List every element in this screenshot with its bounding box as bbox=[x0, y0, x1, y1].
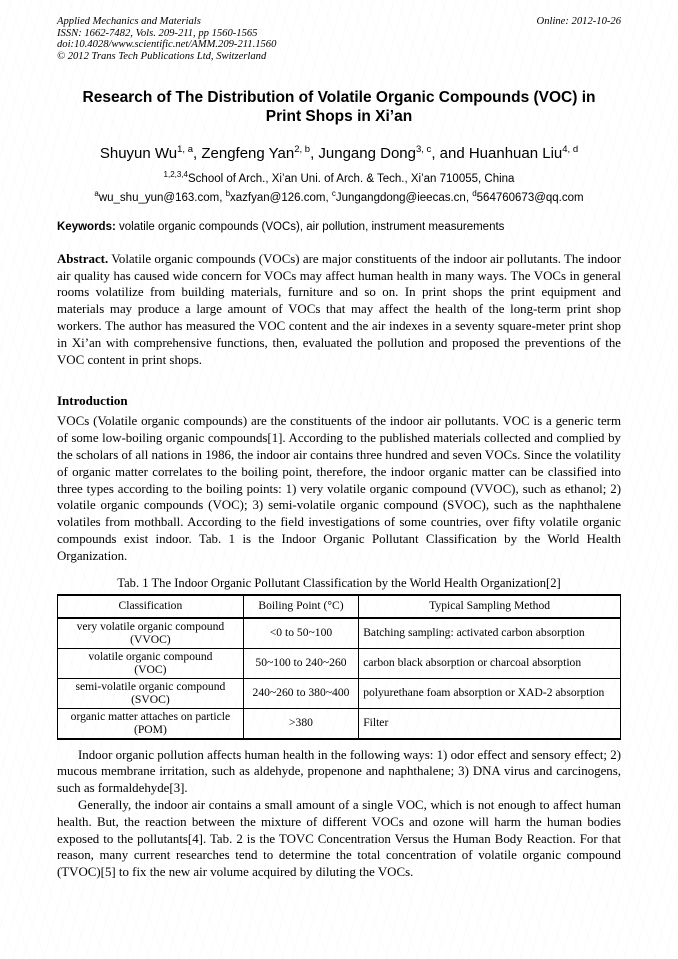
author bbox=[100, 145, 201, 162]
author-name: Jungang Dong bbox=[318, 144, 416, 162]
email-item bbox=[331, 188, 473, 204]
online-date: Online: 2012-10-26 bbox=[536, 16, 621, 27]
paper-title bbox=[57, 88, 621, 127]
email-item bbox=[94, 188, 226, 204]
paper-title-line-1: Research of The Distribution of Volatile Organic Compounds (VOC) in bbox=[82, 88, 596, 106]
author bbox=[469, 145, 578, 162]
author-name: Huanhuan Liu bbox=[468, 144, 563, 162]
table-caption: Tab. 1 The Indoor Organic Pollutant Classification by the World Health Organization[2] bbox=[117, 575, 561, 590]
email-superscript: c bbox=[331, 188, 336, 198]
introduction-paragraph: VOCs (Volatile organic compounds) are the constituents of the indoor air pollutants. VOC is a generic term of some low-boiling organic compounds[1]. According to the published materials collected and complied by the scholars of all nations in 1986, the indoor air contains three hundred and seven VOCs. Since the volatility of organic matter correlates to the boiling point, therefore, the indoor organic matter can be classified into three types according to the boiling points: 1) very volatile organic compound (VVOC), such as ethanol; 2) volatile organic compounds (VOC); 3) semi-volatile organic compound (SVOC), such as the naphthalene volatiles from mothball. According to the field investigations of some countries, over fifty volatile organic compounds exist indoor. Tab. 1 is the Indoor Organic Pollutant Classification by the World Health Organization. bbox=[57, 414, 621, 563]
table-row bbox=[58, 708, 621, 739]
email-separator: , bbox=[465, 191, 473, 204]
email-superscript: b bbox=[225, 188, 231, 198]
table-row bbox=[58, 678, 621, 708]
classification-abbr: (SVOC) bbox=[131, 693, 170, 707]
abstract-label: Abstract. bbox=[57, 251, 109, 266]
table-head bbox=[58, 595, 621, 618]
cell-classification bbox=[58, 678, 244, 708]
authors-line bbox=[57, 145, 621, 163]
cell-classification bbox=[58, 648, 244, 678]
email-superscript: a bbox=[94, 188, 99, 198]
classification-name: semi-volatile organic compound bbox=[75, 679, 226, 693]
classification-name: volatile organic compound bbox=[88, 649, 213, 663]
classification-abbr: (VOC) bbox=[134, 663, 167, 677]
cell-sampling-method: polyurethane foam absorption or XAD-2 absorption bbox=[359, 678, 621, 708]
journal-info bbox=[57, 16, 276, 63]
classification-abbr: (VVOC) bbox=[130, 633, 171, 647]
email-address: wu_shu_yun@163.com bbox=[98, 191, 220, 204]
journal-issn-line: ISSN: 1662-7482, Vols. 209-211, pp 1560-1565 bbox=[57, 27, 258, 39]
keywords-label: Keywords: bbox=[57, 220, 116, 233]
table-header-row bbox=[58, 595, 621, 618]
classification-table bbox=[57, 594, 621, 740]
section-heading-introduction: Introduction bbox=[57, 393, 128, 409]
abstract-paragraph bbox=[57, 251, 621, 369]
abstract-text: Volatile organic compounds (VOCs) are major constituents of the indoor air pollutants. The indoor air quality has caused wide concern for VOCs may affect human health in many ways. The VOCs in general rooms volatilize from building materials, furniture and so on. In print shops the print equipment and materials may produce a large amount of VOCs that may affect the health of the long-term print shop workers. The author has measured the VOC content and the air indexes in a seventy square-meter print shop in Xi’an with comprehensive functions, then, evaluated the pollution and proposed the preventions of the VOC content in print shops. bbox=[57, 251, 621, 367]
cell-sampling-method: Filter bbox=[359, 708, 621, 739]
affiliation-line bbox=[57, 169, 621, 186]
email-address: Jungangdong@ieecas.cn bbox=[335, 191, 466, 204]
author-separator: , bbox=[193, 144, 202, 162]
email-address: 564760673@qq.com bbox=[476, 191, 584, 204]
classification-name: organic matter attaches on particle bbox=[70, 709, 231, 723]
table-header-boiling-point: Boiling Point (°C) bbox=[243, 595, 358, 618]
keywords-line bbox=[57, 220, 621, 234]
journal-name: Applied Mechanics and Materials bbox=[57, 16, 201, 27]
emails-line bbox=[57, 188, 621, 206]
author-name: Shuyun Wu bbox=[99, 144, 178, 162]
cell-sampling-method: Batching sampling: activated carbon absorption bbox=[359, 618, 621, 649]
email-superscript: d bbox=[472, 188, 477, 198]
paper-title-line-2: Print Shops in Xi’an bbox=[265, 108, 413, 126]
email-item bbox=[225, 188, 332, 204]
cell-classification bbox=[58, 618, 244, 649]
author-superscript: 1, a bbox=[177, 143, 193, 155]
author-name: Zengfeng Yan bbox=[201, 144, 295, 162]
author bbox=[201, 145, 318, 162]
author bbox=[318, 145, 468, 162]
body-paragraph-1: Indoor organic pollution affects human health in the following ways: 1) odor effect and sensory effect; 2) mucous membrane irritation, such as aldehyde, propenone and naphthalene; 3) DNA virus and carcinogens, such as formaldehyde[3]. bbox=[57, 747, 621, 796]
email-item bbox=[472, 188, 584, 204]
email-address: xazfyan@126.com bbox=[230, 191, 326, 204]
cell-classification bbox=[58, 708, 244, 739]
author-superscript: 3, c bbox=[416, 143, 432, 155]
table-body bbox=[58, 618, 621, 739]
journal-header bbox=[57, 16, 621, 63]
classification-abbr: (POM) bbox=[133, 723, 167, 737]
keywords-text: volatile organic compounds (VOCs), air pollution, instrument measurements bbox=[115, 220, 505, 233]
table-header-classification: Classification bbox=[58, 595, 244, 618]
author-separator: , and bbox=[431, 144, 469, 162]
classification-name: very volatile organic compound bbox=[76, 619, 225, 633]
author-superscript: 2, b bbox=[294, 143, 311, 155]
author-separator: , bbox=[310, 144, 319, 162]
cell-boiling-point: 240~260 to 380~400 bbox=[243, 678, 358, 708]
cell-boiling-point: <0 to 50~100 bbox=[243, 618, 358, 649]
email-separator: , bbox=[325, 191, 332, 204]
table-row bbox=[58, 618, 621, 649]
table-row bbox=[58, 648, 621, 678]
journal-copyright-line: © 2012 Trans Tech Publications Ltd, Switzerland bbox=[57, 51, 267, 63]
author-superscript: 4, d bbox=[562, 143, 579, 155]
body-paragraph-2: Generally, the indoor air contains a small amount of a single VOC, which is not enough to affect human health. But, the reaction between the mixture of different VOCs and ozone will harm the human bodies exposed to the pollutants[4]. Tab. 2 is the TOVC Concentration Versus the Human Body Reaction. For that reason, many current researches tend to determine the total concentration of volatile organic compound (TVOC)[5] to fix the new air volume acquired by diluting the VOCs. bbox=[57, 797, 621, 880]
cell-boiling-point: 50~100 to 240~260 bbox=[243, 648, 358, 678]
cell-boiling-point: >380 bbox=[243, 708, 358, 739]
cell-sampling-method: carbon black absorption or charcoal absorption bbox=[359, 648, 621, 678]
affiliation-text: School of Arch., Xi’an Uni. of Arch. & Tech., Xi’an 710055, China bbox=[188, 172, 515, 185]
affiliation-superscript: 1,2,3,4 bbox=[163, 169, 188, 179]
journal-doi-line: doi:10.4028/www.scientific.net/AMM.209-211.1560 bbox=[57, 39, 277, 51]
table-header-sampling-method: Typical Sampling Method bbox=[359, 595, 621, 618]
email-separator: , bbox=[219, 191, 226, 204]
